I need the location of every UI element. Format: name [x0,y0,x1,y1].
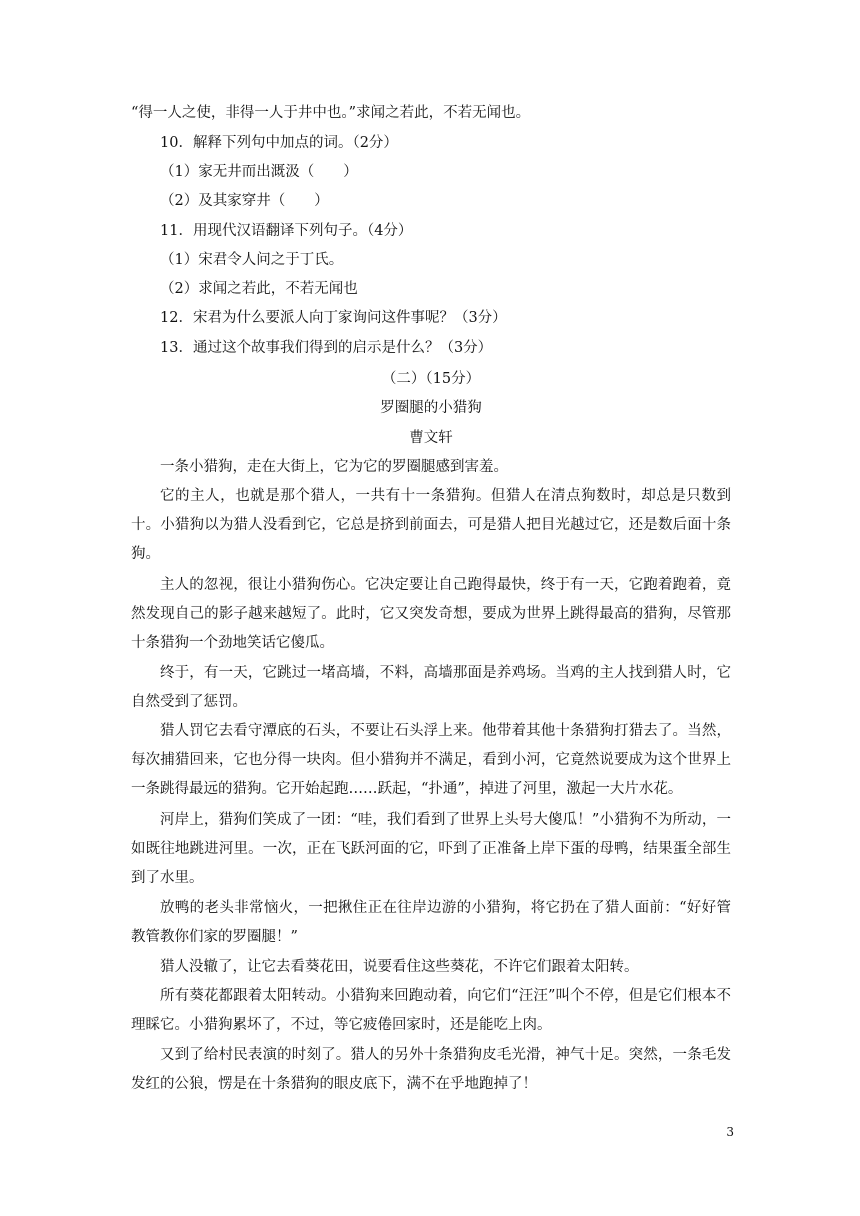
story-paragraph: 又到了给村民表演的时刻了。猎人的另外十条猎狗皮毛光滑，神气十足。突然，一条毛发发红的公狼，愣是在十条猎狗的眼皮底下，满不在乎地跑掉了！ [131,1047,731,1093]
story-title: 罗圈腿的小猎狗 [380,400,482,416]
story-paragraph: 河岸上，猎狗们笑成了一团：“哇，我们看到了世界上头号大傻瓜！”小猎狗不为所动，一如既往地跳进河里。一次，正在飞跃河面的它，吓到了正准备上岸下蛋的母鸭，结果蛋全部生到了水里。 [131,812,731,887]
section-heading: （二）（15分） [381,371,481,387]
question-11-item-2: （2）求闻之若此，不若无闻也 [160,281,358,297]
question-11: 11．用现代汉语翻译下列句子。（4分） [160,223,413,239]
story-paragraph: 它的主人，也就是那个猎人，一共有十一条猎狗。但猎人在清点狗数时，却总是只数到十。小猎狗以为猎人没看到它，它总是挤到前面去，可是猎人把目光越过它，还是数后面十条狗。 [131,488,731,563]
story-paragraph: 一条小猎狗，走在大街上，它为它的罗圈腿感到害羞。 [160,459,508,475]
story-paragraph: 猎人罚它去看守潭底的石头，不要让石头浮上来。他带着其他十条猎狗打猎去了。当然，每次捕猎回来，它也分得一块肉。但小猎狗并不满足，看到小河，它竟然说要成为这个世界上一条跳得最远的猎狗。它开始起跑……跃起，“扑通”，掉进了河里，激起一大片水花。 [131,723,731,798]
story-paragraph: 放鸭的老头非常恼火，一把揪住正在往岸边游的小猎狗，将它扔在了猎人面前：“好好管教管教你们家的罗圈腿！” [131,900,731,946]
page-number: 3 [726,1125,734,1139]
question-10-item-1: （1）家无井而出溉汲（ ） [160,164,358,180]
question-12: 12．宋君为什么要派人向丁家询问这件事呢？（3分） [160,310,507,326]
story-paragraph: 主人的忽视，很让小猎狗伤心。它决定要让自己跑得最快，终于有一天，它跑着跑着，竟然发现自己的影子越来越短了。此时，它又突发奇想，要成为世界上跳得最高的猎狗，尽管那十条猎狗一个劲地笑话它傻瓜。 [131,577,731,652]
question-11-item-1: （1）宋君令人问之于丁氏。 [160,252,344,268]
story-author: 曹文轩 [409,430,453,446]
story-paragraph: 所有葵花都跟着太阳转动。小猎狗来回跑动着，向它们“汪汪”叫个不停，但是它们根本不理睬它。小猎狗累坏了，不过，等它疲倦回家时，还是能吃上肉。 [131,988,731,1034]
passage-end-line: “得一人之使，非得一人于井中也。”求闻之若此，不若无闻也。 [131,105,531,121]
question-10-item-2: （2）及其家穿井（ ） [160,193,329,209]
story-paragraph: 终于，有一天，它跳过一堵高墙，不料，高墙那面是养鸡场。当鸡的主人找到猎人时，它自然受到了惩罚。 [131,665,731,711]
question-10: 10．解释下列句中加点的词。（2分） [160,135,398,151]
question-13: 13．通过这个故事我们得到的启示是什么？（3分） [160,340,493,356]
story-paragraph: 猎人没辙了，让它去看葵花田，说要看住这些葵花，不许它们跟着太阳转。 [160,959,639,975]
